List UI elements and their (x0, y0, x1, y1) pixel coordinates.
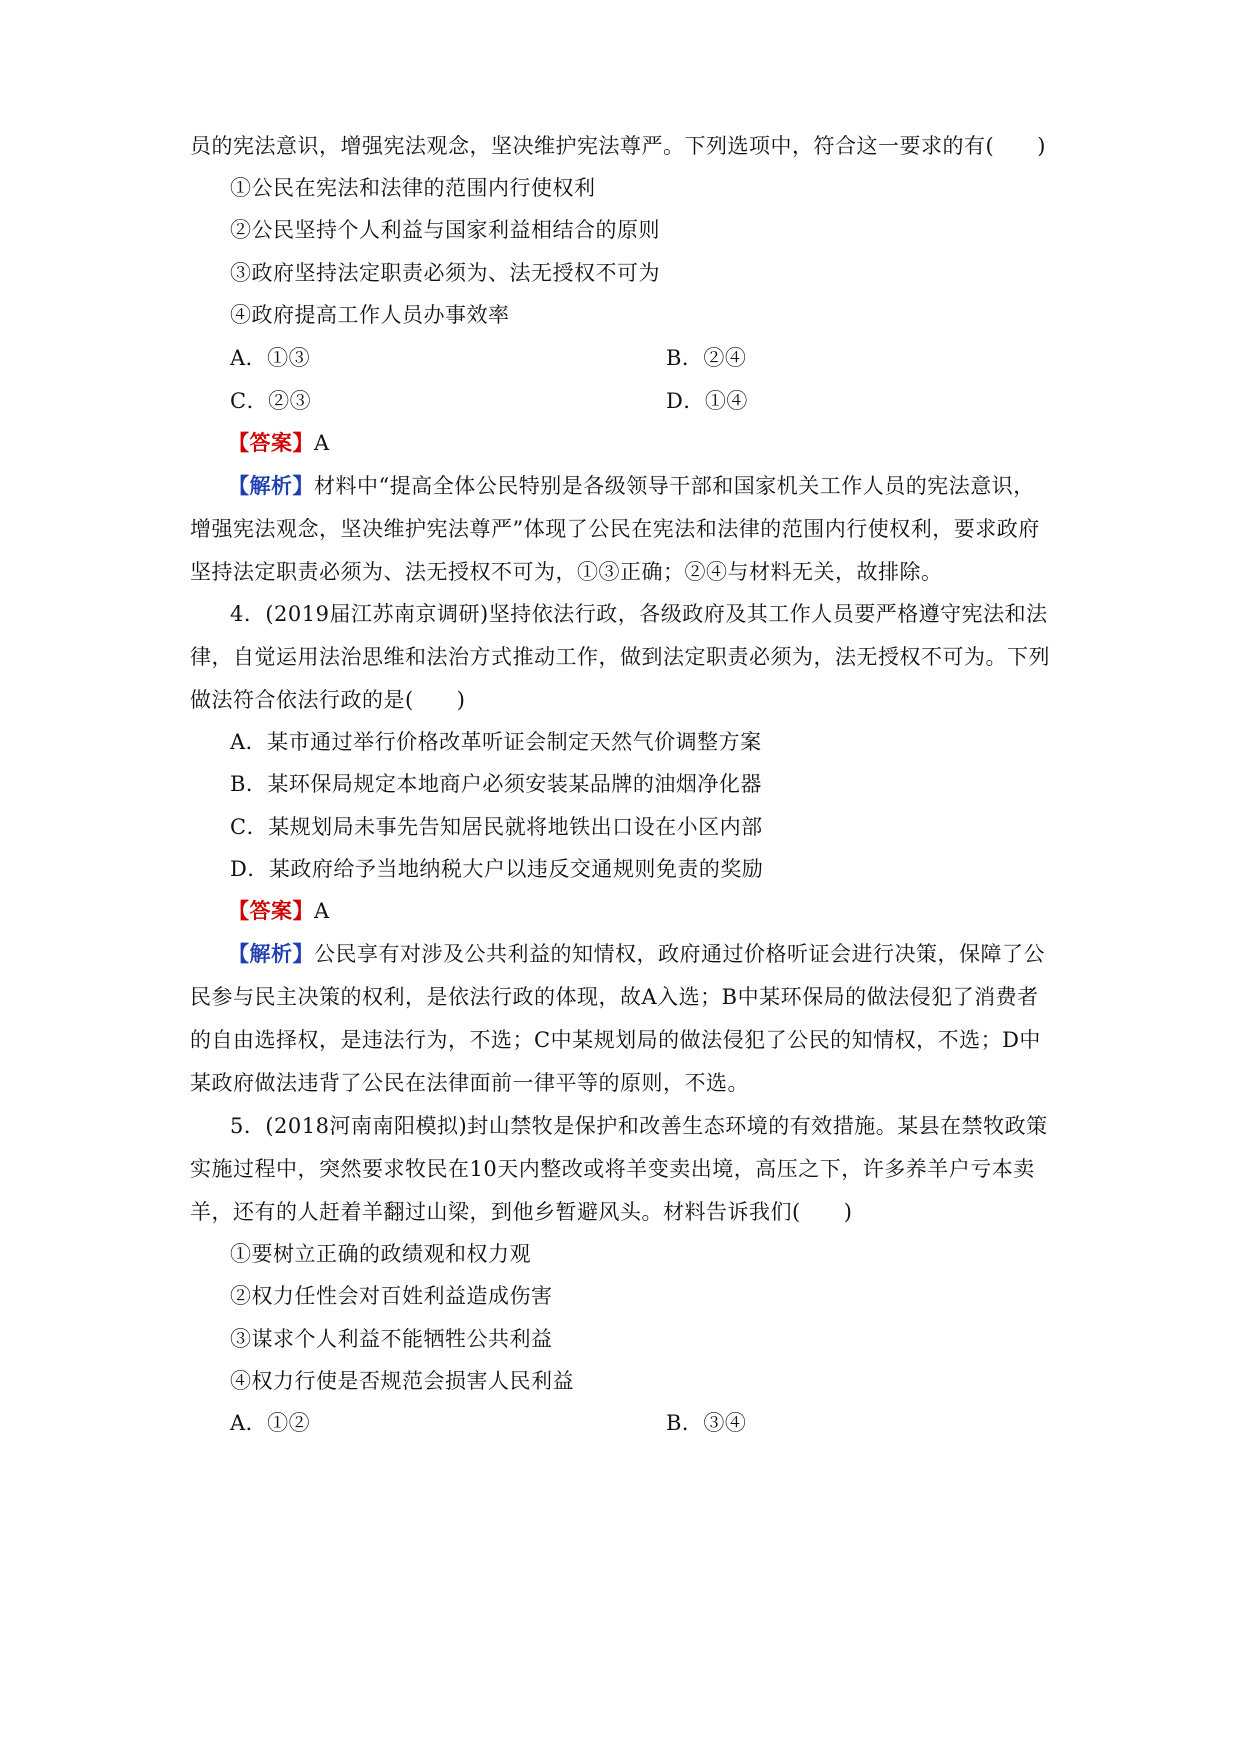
q3-item-2: ②公民坚持个人利益与国家利益相结合的原则 (230, 218, 660, 242)
q4-answer-tag: 【答案】 (228, 898, 314, 923)
q3-analysis-text-1: 材料中“提高全体公民特别是各级领导干部和国家机关工作人员的宪法意识， (314, 474, 1035, 498)
q3-stem-tail: 员的宪法意识，增强宪法观念，坚决维护宪法尊严。下列选项中，符合这一要求的有( ) (190, 134, 1046, 158)
q3-option-b: B．②④ (666, 346, 747, 370)
q3-item-1: ①公民在宪法和法律的范围内行使权利 (230, 176, 596, 200)
q3-answer (228, 428, 330, 458)
q4-analysis-line-1 (228, 939, 1045, 969)
q4-answer-value: A (314, 899, 330, 923)
q3-option-d: D．①④ (666, 389, 748, 413)
q3-option-a: A．①③ (230, 346, 311, 370)
q3-answer-value: A (314, 431, 330, 455)
q5-item-1: ①要树立正确的政绩观和权力观 (230, 1242, 531, 1266)
q4-option-d: D．某政府给予当地纳税大户以违反交通规则免责的奖励 (230, 857, 764, 881)
q3-analysis-line-1 (228, 471, 1035, 501)
q4-option-c: C．某规划局未事先告知居民就将地铁出口设在小区内部 (230, 815, 763, 839)
q5-item-4: ④权力行使是否规范会损害人民利益 (230, 1369, 574, 1393)
q5-item-2: ②权力任性会对百姓利益造成伤害 (230, 1284, 553, 1308)
q4-analysis-line-3: 的自由选择权，是违法行为，不选；C中某规划局的做法侵犯了公民的知情权，不选；D中 (190, 1028, 1041, 1052)
q4-stem-line-3: 做法符合依法行政的是( ) (190, 688, 466, 712)
q3-analysis-line-3: 坚持法定职责必须为、法无授权不可为，①③正确；②④与材料无关，故排除。 (190, 560, 943, 584)
q4-analysis-text-1: 公民享有对涉及公共利益的知情权，政府通过价格听证会进行决策，保障了公 (314, 942, 1045, 966)
q4-analysis-line-2: 民参与民主决策的权利，是依法行政的体现，故A入选；B中某环保局的做法侵犯了消费者 (190, 985, 1039, 1009)
q5-option-b: B．③④ (666, 1411, 747, 1435)
q5-item-3: ③谋求个人利益不能牺牲公共利益 (230, 1327, 553, 1351)
q5-option-a: A．①② (230, 1411, 311, 1435)
q5-stem-line-1: 5．(2018河南南阳模拟)封山禁牧是保护和改善生态环境的有效措施。某县在禁牧政策 (230, 1114, 1048, 1138)
q3-option-c: C．②③ (230, 389, 312, 413)
q3-item-4: ④政府提高工作人员办事效率 (230, 303, 510, 327)
q3-answer-tag: 【答案】 (228, 430, 314, 455)
q5-stem-line-3: 羊，还有的人赶着羊翻过山梁，到他乡暂避风头。材料告诉我们( ) (190, 1200, 853, 1224)
q4-stem-line-1: 4．(2019届江苏南京调研)坚持依法行政，各级政府及其工作人员要严格遵守宪法和法 (230, 602, 1048, 626)
q4-option-b: B．某环保局规定本地商户必须安装某品牌的油烟净化器 (230, 772, 762, 796)
q5-stem-line-2: 实施过程中，突然要求牧民在10天内整改或将羊变卖出境，高压之下，许多养羊户亏本卖 (190, 1157, 1035, 1181)
q3-item-3: ③政府坚持法定职责必须为、法无授权不可为 (230, 261, 660, 285)
q4-analysis-line-4: 某政府做法违背了公民在法律面前一律平等的原则，不选。 (190, 1071, 749, 1095)
q3-analysis-line-2: 增强宪法观念，坚决维护宪法尊严”体现了公民在宪法和法律的范围内行使权利，要求政府 (190, 517, 1040, 541)
q4-answer (228, 896, 330, 926)
q4-analysis-tag: 【解析】 (228, 941, 314, 966)
q4-option-a: A．某市通过举行价格改革听证会制定天然气价调整方案 (230, 730, 762, 754)
q3-analysis-tag: 【解析】 (228, 473, 314, 498)
q4-stem-line-2: 律，自觉运用法治思维和法治方式推动工作，做到法定职责必须为，法无授权不可为。下列 (190, 645, 1050, 669)
